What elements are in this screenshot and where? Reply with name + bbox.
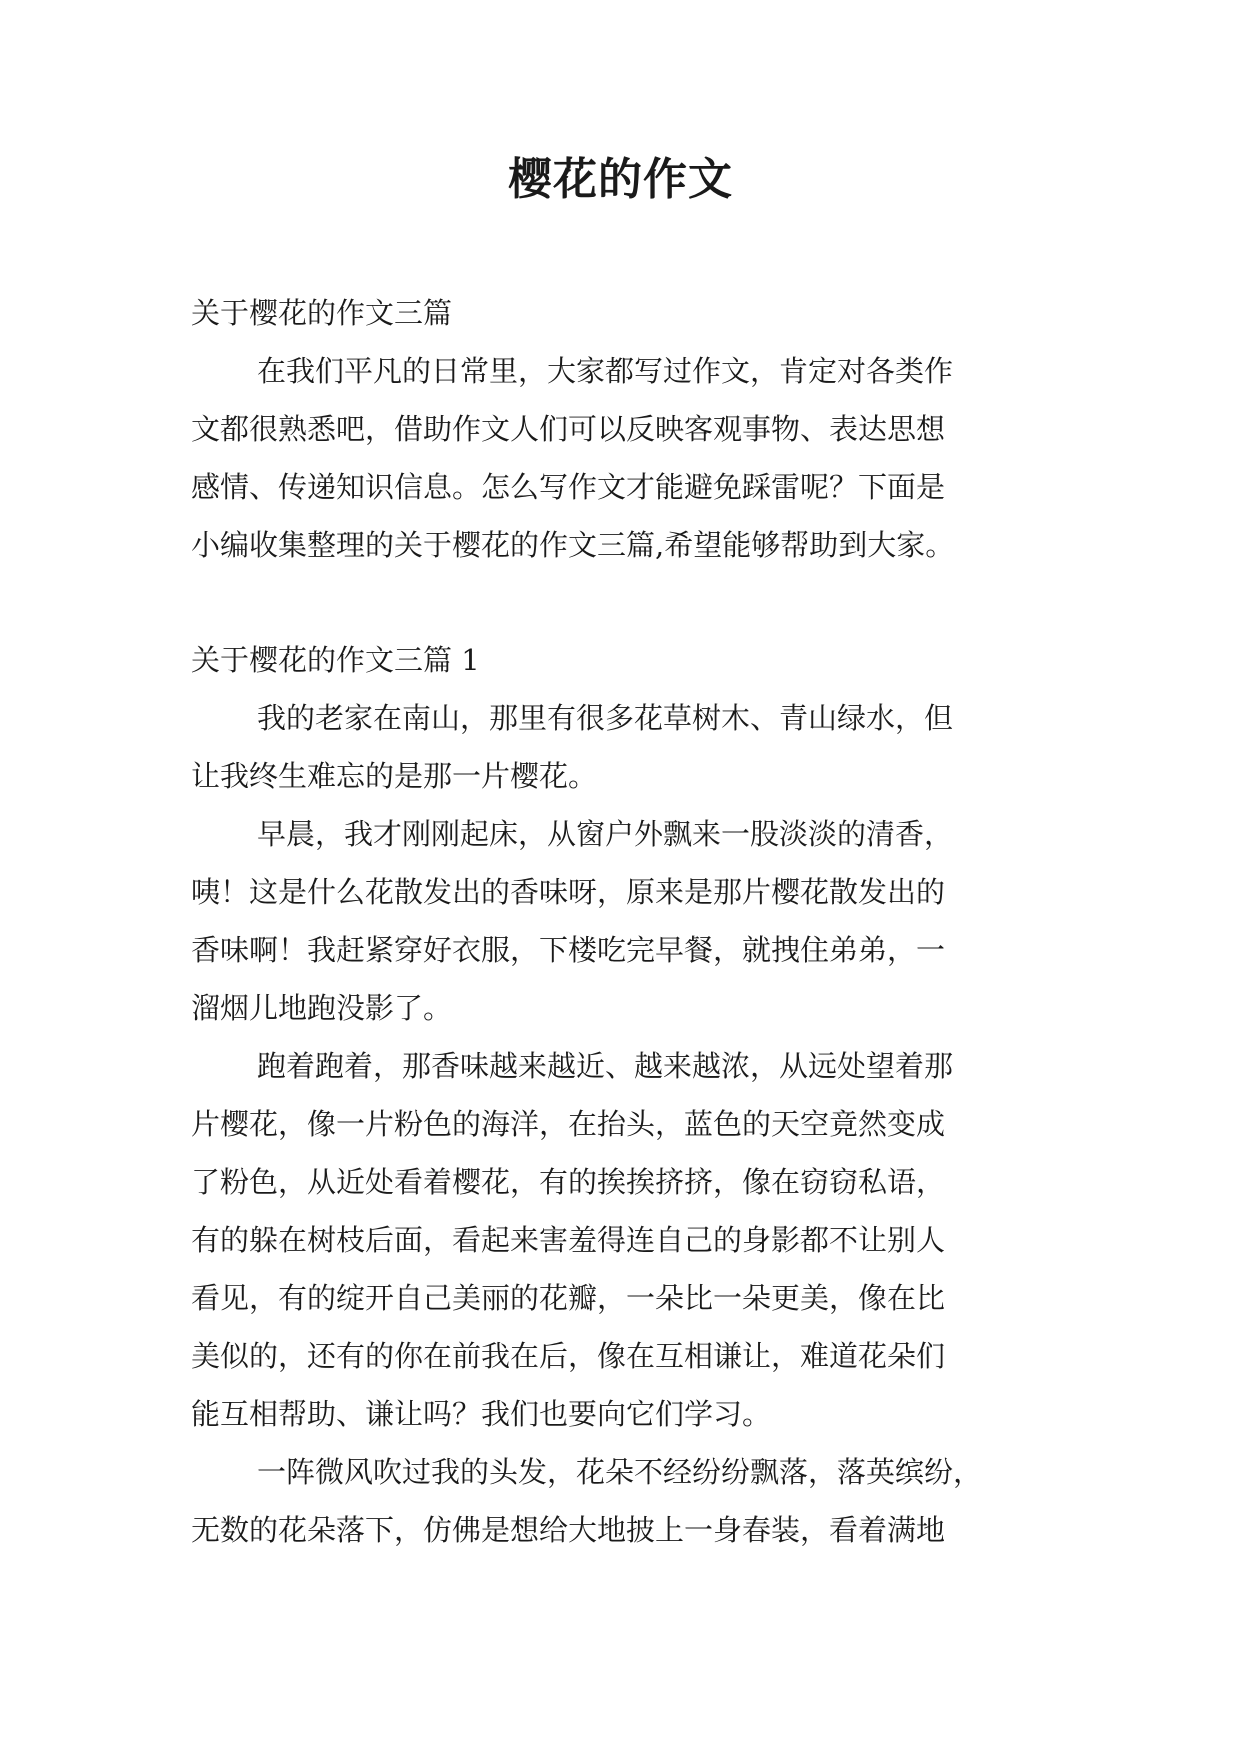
paragraph-line: 看见，有的绽开自己美丽的花瓣，一朵比一朵更美，像在比 [191, 1281, 946, 1315]
paragraph-line: 能互相帮助、谦让吗？我们也要向它们学习。 [191, 1397, 772, 1431]
paragraph-line: 让我终生难忘的是那一片樱花。 [191, 759, 598, 793]
intro-line: 小编收集整理的关于樱花的作文三篇,希望能够帮助到大家。 [191, 528, 955, 562]
intro-line: 文都很熟悉吧，借助作文人们可以反映客观事物、表达思想 [191, 412, 946, 446]
paragraph-line: 片樱花，像一片粉色的海洋，在抬头，蓝色的天空竟然变成 [191, 1107, 946, 1141]
intro-heading: 关于樱花的作文三篇 [191, 296, 453, 330]
paragraph-line: 一阵微风吹过我的头发，花朵不经纷纷飘落，落英缤纷， [257, 1455, 983, 1489]
paragraph-line: 溜烟儿地跑没影了。 [191, 991, 453, 1025]
paragraph-line: 早晨，我才刚刚起床，从窗户外飘来一股淡淡的清香， [257, 817, 954, 851]
paragraph-line: 咦！这是什么花散发出的香味呀，原来是那片樱花散发出的 [191, 875, 946, 909]
section-heading: 关于樱花的作文三篇 1 [191, 643, 480, 677]
page-title: 樱花的作文 [508, 154, 733, 205]
paragraph-line: 香味啊！我赶紧穿好衣服，下楼吃完早餐，就拽住弟弟，一 [191, 933, 946, 967]
paragraph-line: 无数的花朵落下，仿佛是想给大地披上一身春装，看着满地 [191, 1513, 946, 1547]
paragraph-line: 有的躲在树枝后面，看起来害羞得连自己的身影都不让别人 [191, 1223, 946, 1257]
intro-line: 在我们平凡的日常里，大家都写过作文，肯定对各类作 [257, 354, 954, 388]
paragraph-line: 了粉色，从近处看着樱花，有的挨挨挤挤，像在窃窃私语， [191, 1165, 946, 1199]
paragraph-line: 我的老家在南山，那里有很多花草树木、青山绿水，但 [257, 701, 954, 735]
paragraph-line: 美似的，还有的你在前我在后，像在互相谦让，难道花朵们 [191, 1339, 946, 1373]
paragraph-line: 跑着跑着，那香味越来越近、越来越浓，从远处望着那 [257, 1049, 954, 1083]
intro-line: 感情、传递知识信息。怎么写作文才能避免踩雷呢？下面是 [191, 470, 946, 504]
